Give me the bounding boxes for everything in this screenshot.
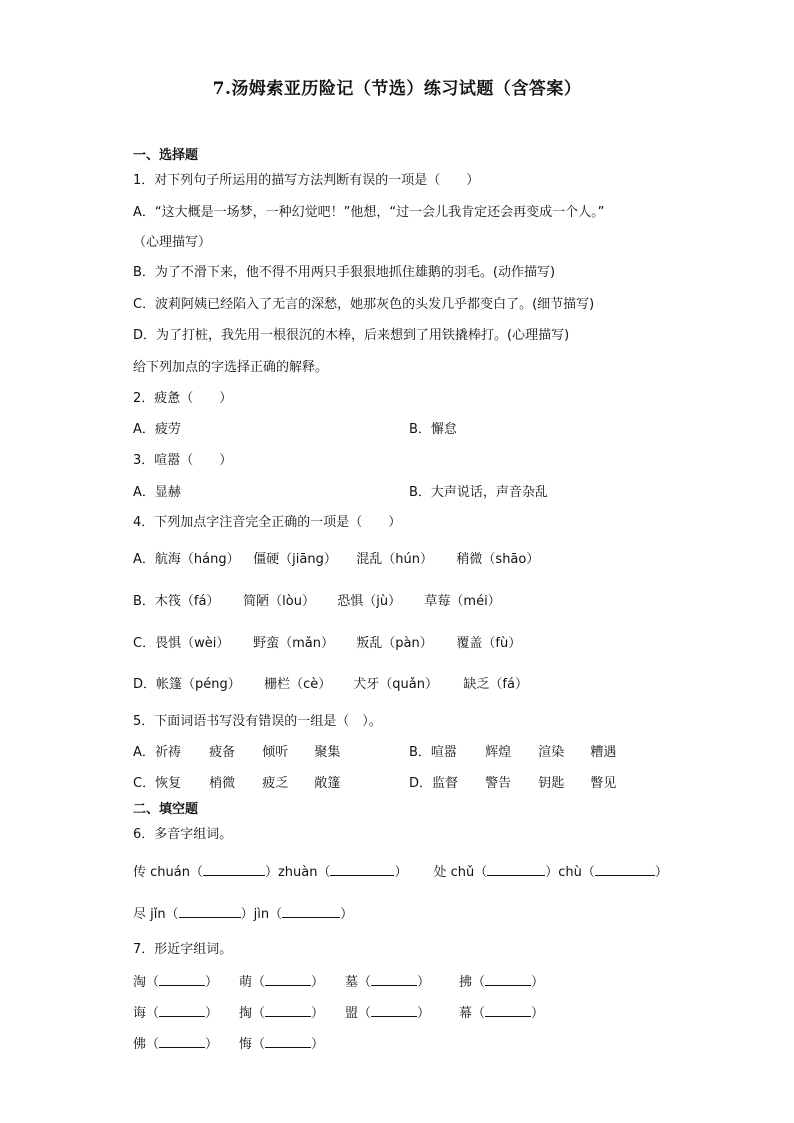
q2-option-a: A．疲劳 bbox=[133, 422, 181, 437]
q6-prefix-jin4: ）jìn（ bbox=[240, 907, 283, 922]
q5-c-word-4: 敞篷 bbox=[314, 776, 341, 791]
q6-prefix-zhuan: ）zhuàn（ bbox=[264, 865, 331, 880]
q7-row-2: 诲（ ） 掏（ ） 盟（ ） 幕（ ） bbox=[133, 1006, 545, 1021]
q6-blank-chuan[interactable] bbox=[203, 863, 265, 876]
q1-option-b: B．为了不滑下来，他不得不用两只手狠狠地抓住雄鹅的羽毛。(动作描写) bbox=[133, 265, 556, 280]
q3-stem: 3．喧嚣（ ） bbox=[133, 453, 233, 468]
q4-d-word-1: D．帐篷（péng） bbox=[133, 677, 241, 692]
q5-d-word-3: 钥匙 bbox=[538, 776, 565, 791]
q5-stem: 5．下面词语书写没有错误的一组是（ ）。 bbox=[133, 714, 382, 729]
q4-c-word-2: 野蛮（mǎn） bbox=[253, 636, 335, 651]
q4-c-word-1: C．畏惧（wèi） bbox=[133, 636, 230, 651]
q4-b-word-2: 简陋（lòu） bbox=[243, 594, 315, 609]
q5-c-word-2: 梢微 bbox=[209, 776, 236, 791]
q6-close-1: ） bbox=[394, 865, 408, 880]
q7-char-hui: 诲（ bbox=[133, 1006, 160, 1021]
q1-option-a-note: （心理描写） bbox=[133, 235, 212, 250]
q7-row-3: 佛（ ） 悔（ ） bbox=[133, 1037, 325, 1052]
q7-row-1: 淘（ ） 萌（ ） 墓（ ） 拂（ ） bbox=[133, 975, 545, 990]
q6-prefix-chu3: 处 chǔ（ bbox=[433, 865, 488, 880]
q4-option-d bbox=[133, 676, 528, 694]
q7-blank-mu[interactable] bbox=[371, 973, 417, 986]
q7-blank-mu2[interactable] bbox=[485, 1004, 531, 1017]
q4-b-word-3: 恐惧（jù） bbox=[337, 594, 402, 609]
q5-option-b bbox=[409, 744, 616, 762]
q4-d-word-4: 缺乏（fá） bbox=[463, 677, 528, 692]
q4-d-word-2: 栅栏（cè） bbox=[264, 677, 332, 692]
q5-b-word-2: 辉煌 bbox=[485, 745, 512, 760]
q4-b-word-4: 草莓（méi） bbox=[424, 594, 501, 609]
q1-stem: 1．对下列句子所运用的描写方法判断有误的一项是（ ） bbox=[133, 173, 480, 188]
q7-blank-hui[interactable] bbox=[159, 1004, 205, 1017]
q6-row-1 bbox=[133, 863, 668, 882]
page-title: 7.汤姆索亚历险记（节选）练习试题（含答案） bbox=[212, 79, 582, 99]
q7-char-tao2: 掏（ bbox=[239, 1006, 266, 1021]
q5-c-word-1: C．恢复 bbox=[133, 776, 182, 791]
q4-option-a bbox=[133, 551, 539, 569]
instruction-text: 给下列加点的字选择正确的解释。 bbox=[133, 360, 329, 375]
q7-char-fo: 佛（ bbox=[133, 1037, 160, 1052]
q4-c-word-3: 叛乱（pàn） bbox=[356, 636, 433, 651]
q7-blank-meng2[interactable] bbox=[371, 1004, 417, 1017]
q4-a-word-4: 稍微（shāo） bbox=[456, 552, 540, 567]
q4-b-word-1: B．木筏（fá） bbox=[133, 594, 220, 609]
q1-option-d: D．为了打桩，我先用一根很沉的木棒，后来想到了用铁撬棒打。(心理描写) bbox=[133, 328, 570, 343]
q7-char-meng2: 盟（ bbox=[345, 1006, 372, 1021]
q5-c-word-3: 疲乏 bbox=[262, 776, 289, 791]
q3-option-b: B．大声说话，声音杂乱 bbox=[409, 485, 548, 500]
q7-char-hui2: 悔（ bbox=[239, 1037, 266, 1052]
q7-char-mu2: 幕（ bbox=[459, 1006, 486, 1021]
q5-a-word-1: A．祈祷 bbox=[133, 745, 181, 760]
q5-option-a bbox=[133, 744, 340, 762]
q7-blank-tao[interactable] bbox=[159, 973, 205, 986]
q2-stem: 2．疲惫（ ） bbox=[133, 391, 233, 406]
q6-stem: 6．多音字组词。 bbox=[133, 827, 233, 842]
q7-char-meng: 萌（ bbox=[239, 975, 266, 990]
q4-a-word-2: 僵硬（jiāng） bbox=[253, 552, 337, 567]
q4-option-b bbox=[133, 593, 501, 611]
section-heading-fill: 二、填空题 bbox=[133, 802, 199, 817]
q5-a-word-4: 聚集 bbox=[314, 745, 341, 760]
q5-d-word-4: 瞥见 bbox=[590, 776, 617, 791]
q3-option-a: A．显赫 bbox=[133, 485, 181, 500]
q7-stem: 7．形近字组词。 bbox=[133, 942, 233, 957]
section-heading-choice: 一、选择题 bbox=[133, 148, 199, 163]
q6-blank-chu3[interactable] bbox=[487, 863, 545, 876]
q4-d-word-3: 犬牙（quǎn） bbox=[353, 677, 438, 692]
q1-option-a: A．“这大概是一场梦，一种幻觉吧！”他想，“过一会儿我肯定还会再变成一个人。” bbox=[133, 205, 605, 220]
q6-row-2 bbox=[133, 905, 353, 924]
q5-a-word-3: 倾听 bbox=[262, 745, 289, 760]
q2-option-b: B．懈怠 bbox=[409, 422, 457, 437]
q5-option-d bbox=[409, 775, 616, 793]
q4-c-word-4: 覆盖（fù） bbox=[456, 636, 522, 651]
q5-d-word-2: 警告 bbox=[485, 776, 512, 791]
q7-blank-meng[interactable] bbox=[265, 973, 311, 986]
q5-b-word-4: 糟遇 bbox=[590, 745, 617, 760]
q5-option-c bbox=[133, 775, 340, 793]
q1-option-c: C．波莉阿姨已经陷入了无言的深愁，她那灰色的头发几乎都变白了。(细节描写) bbox=[133, 297, 595, 312]
q5-b-word-1: B．喧嚣 bbox=[409, 745, 457, 760]
q7-char-fu: 拂（ bbox=[459, 975, 486, 990]
q6-close-3: ） bbox=[340, 907, 354, 922]
q6-blank-jin3[interactable] bbox=[179, 905, 241, 918]
q4-stem: 4．下列加点字注音完全正确的一项是（ ） bbox=[133, 515, 402, 530]
q4-option-c bbox=[133, 635, 521, 653]
q7-char-mu: 墓（ bbox=[345, 975, 372, 990]
q5-d-word-1: D．监督 bbox=[409, 776, 459, 791]
q6-prefix-jin3: 尽 jǐn（ bbox=[133, 907, 179, 922]
q6-prefix-chuan: 传 chuán（ bbox=[133, 865, 203, 880]
q4-a-word-1: A．航海（háng） bbox=[133, 552, 240, 567]
q6-blank-zhuan[interactable] bbox=[330, 863, 394, 876]
q5-a-word-2: 疲备 bbox=[209, 745, 236, 760]
q6-prefix-chu4: ）chù（ bbox=[545, 865, 595, 880]
q7-char-tao: 淘（ bbox=[133, 975, 160, 990]
q7-blank-fu[interactable] bbox=[485, 973, 531, 986]
q7-blank-tao2[interactable] bbox=[265, 1004, 311, 1017]
q4-a-word-3: 混乱（hún） bbox=[356, 552, 433, 567]
q7-blank-fo[interactable] bbox=[159, 1035, 205, 1048]
q6-blank-chu4[interactable] bbox=[595, 863, 655, 876]
q6-close-2: ） bbox=[654, 865, 668, 880]
q7-blank-hui2[interactable] bbox=[265, 1035, 311, 1048]
q5-b-word-3: 渲染 bbox=[538, 745, 565, 760]
q6-blank-jin4[interactable] bbox=[282, 905, 340, 918]
